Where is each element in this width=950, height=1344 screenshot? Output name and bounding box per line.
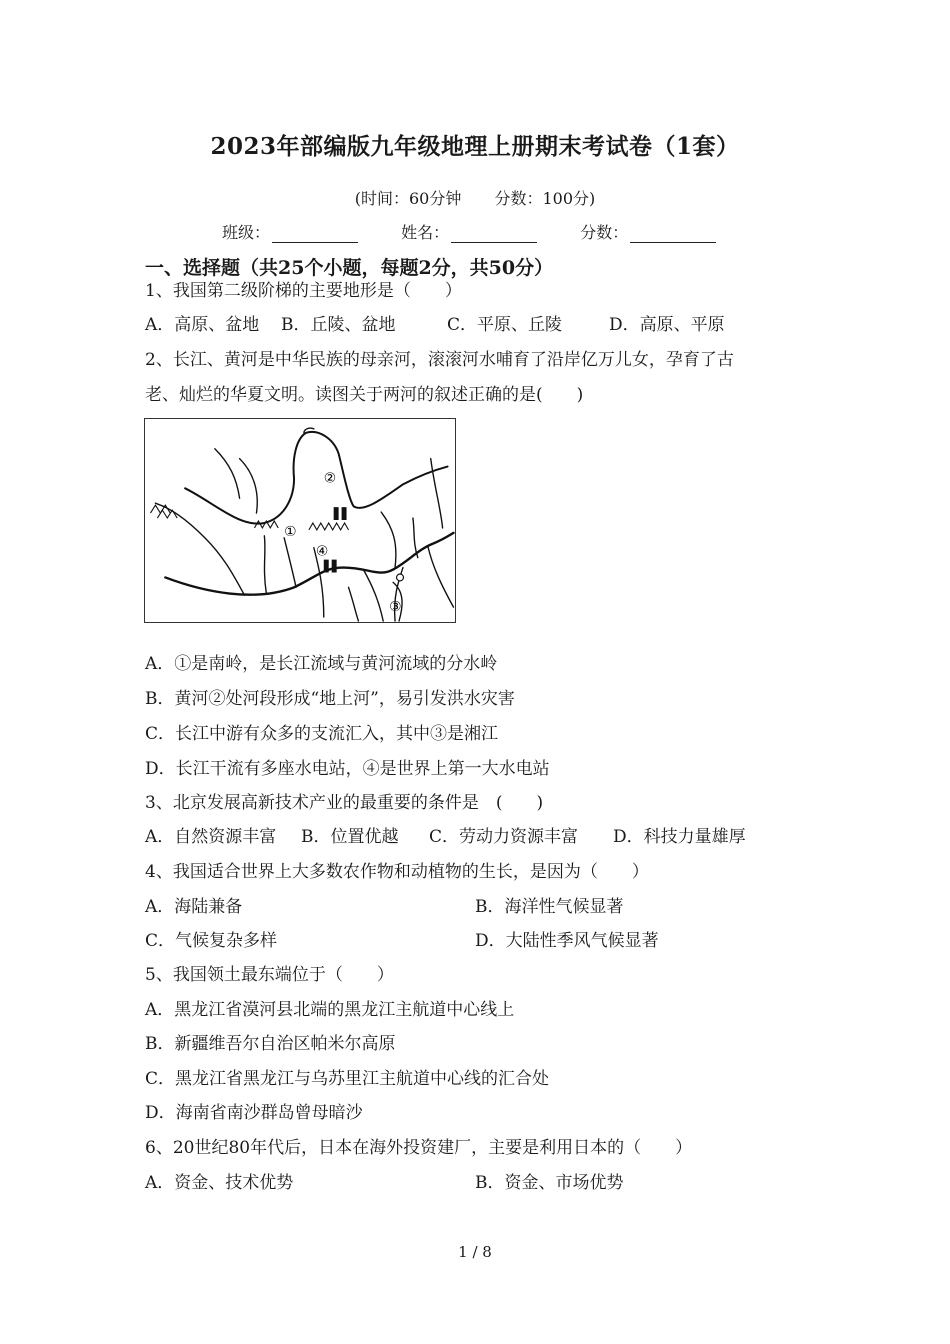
map-label-4: ④: [315, 543, 329, 560]
name-field: [401, 220, 537, 243]
question-2-option-d: D．长江干流有多座水电站，④是世界上第一大水电站: [145, 759, 550, 779]
page-title: 2023年部编版九年级地理上册期末考试卷（1套）: [210, 133, 740, 160]
option-c: C．平原、丘陵: [447, 315, 563, 335]
option-d: D．高原、平原: [609, 315, 725, 335]
question-3-options: [145, 826, 746, 848]
question-6-stem: 6、20世纪80年代后，日本在海外投资建厂，主要是利用日本的（ ）: [145, 1138, 693, 1158]
question-5-option-a: A．黑龙江省漠河县北端的黑龙江主航道中心线上: [145, 1000, 515, 1020]
option-a: A．高原、盆地: [145, 315, 260, 335]
question-5-option-b: B．新疆维吾尔自治区帕米尔高原: [145, 1034, 396, 1054]
question-2-option-a: A．①是南岭，是长江流域与黄河流域的分水岭: [145, 654, 498, 674]
question-6-options: [145, 1172, 624, 1194]
option-c: C．劳动力资源丰富: [429, 827, 579, 847]
question-3-stem: 3、北京发展高新技术产业的最重要的条件是 ( ): [145, 793, 544, 813]
question-2-stem-line-2: 老、灿烂的华夏文明。读图关于两河的叙述正确的是( ): [145, 385, 584, 405]
name-blank: [451, 226, 537, 243]
name-label: 姓名：: [401, 223, 450, 242]
option-a: A．资金、技术优势: [145, 1173, 294, 1193]
student-info-fields: [222, 220, 754, 243]
option-b: B．位置优越: [301, 827, 399, 847]
option-d: D．大陆性季风气候显著: [475, 931, 659, 951]
score-blank: [630, 226, 716, 243]
option-a: A．海陆兼备: [145, 897, 243, 917]
score-label: 分数：: [580, 223, 629, 242]
option-b: B．资金、市场优势: [475, 1173, 624, 1193]
score-field: [580, 220, 716, 243]
class-label: 班级：: [222, 223, 271, 242]
option-b: B．丘陵、盆地: [281, 315, 396, 335]
option-d: D．科技力量雄厚: [613, 827, 746, 847]
page-number: 1 / 8: [458, 1243, 492, 1261]
mountain-symbols: [150, 505, 348, 530]
river-map-figure: [144, 418, 456, 623]
question-2-option-b: B．黄河②处河段形成“地上河”，易引发洪水灾害: [145, 689, 515, 709]
exam-meta: [0, 186, 950, 209]
question-5-option-c: C．黑龙江省黑龙江与乌苏里江主航道中心线的汇合处: [145, 1069, 550, 1089]
class-blank: [272, 226, 358, 243]
exam-total-score: 分数：100分): [494, 189, 596, 208]
question-4-options-row-2: [145, 930, 659, 952]
option-b: B．海洋性气候显著: [475, 897, 624, 917]
question-4-options-row-1: [145, 896, 624, 918]
question-2-stem-line-1: 2、长江、黄河是中华民族的母亲河，滚滚河水哺育了沿岸亿万儿女，孕育了古: [145, 350, 734, 370]
map-label-2: ②: [323, 470, 337, 487]
class-field: [222, 220, 358, 243]
question-2-option-c: C．长江中游有众多的支流汇入，其中③是湘江: [145, 724, 499, 744]
question-5-stem: 5、我国领土最东端位于（ ）: [145, 965, 394, 985]
question-1-stem: 1、我国第二级阶梯的主要地形是（ ）: [145, 281, 462, 301]
section-title: 一、选择题（共25个小题，每题2分，共50分）: [145, 257, 554, 279]
map-label-1: ①: [284, 523, 297, 540]
option-c: C．气候复杂多样: [145, 931, 278, 951]
exam-time: (时间：60分钟: [354, 189, 462, 208]
question-1-options: [145, 314, 725, 336]
river-map-svg: [145, 419, 455, 622]
dam-markers: [324, 507, 347, 572]
question-5-option-d: D．海南省南沙群岛曾母暗沙: [145, 1103, 363, 1123]
option-a: A．自然资源丰富: [145, 827, 277, 847]
question-4-stem: 4、我国适合世界上大多数农作物和动植物的生长，是因为（ ）: [145, 862, 649, 882]
map-label-3: ③: [389, 599, 402, 616]
